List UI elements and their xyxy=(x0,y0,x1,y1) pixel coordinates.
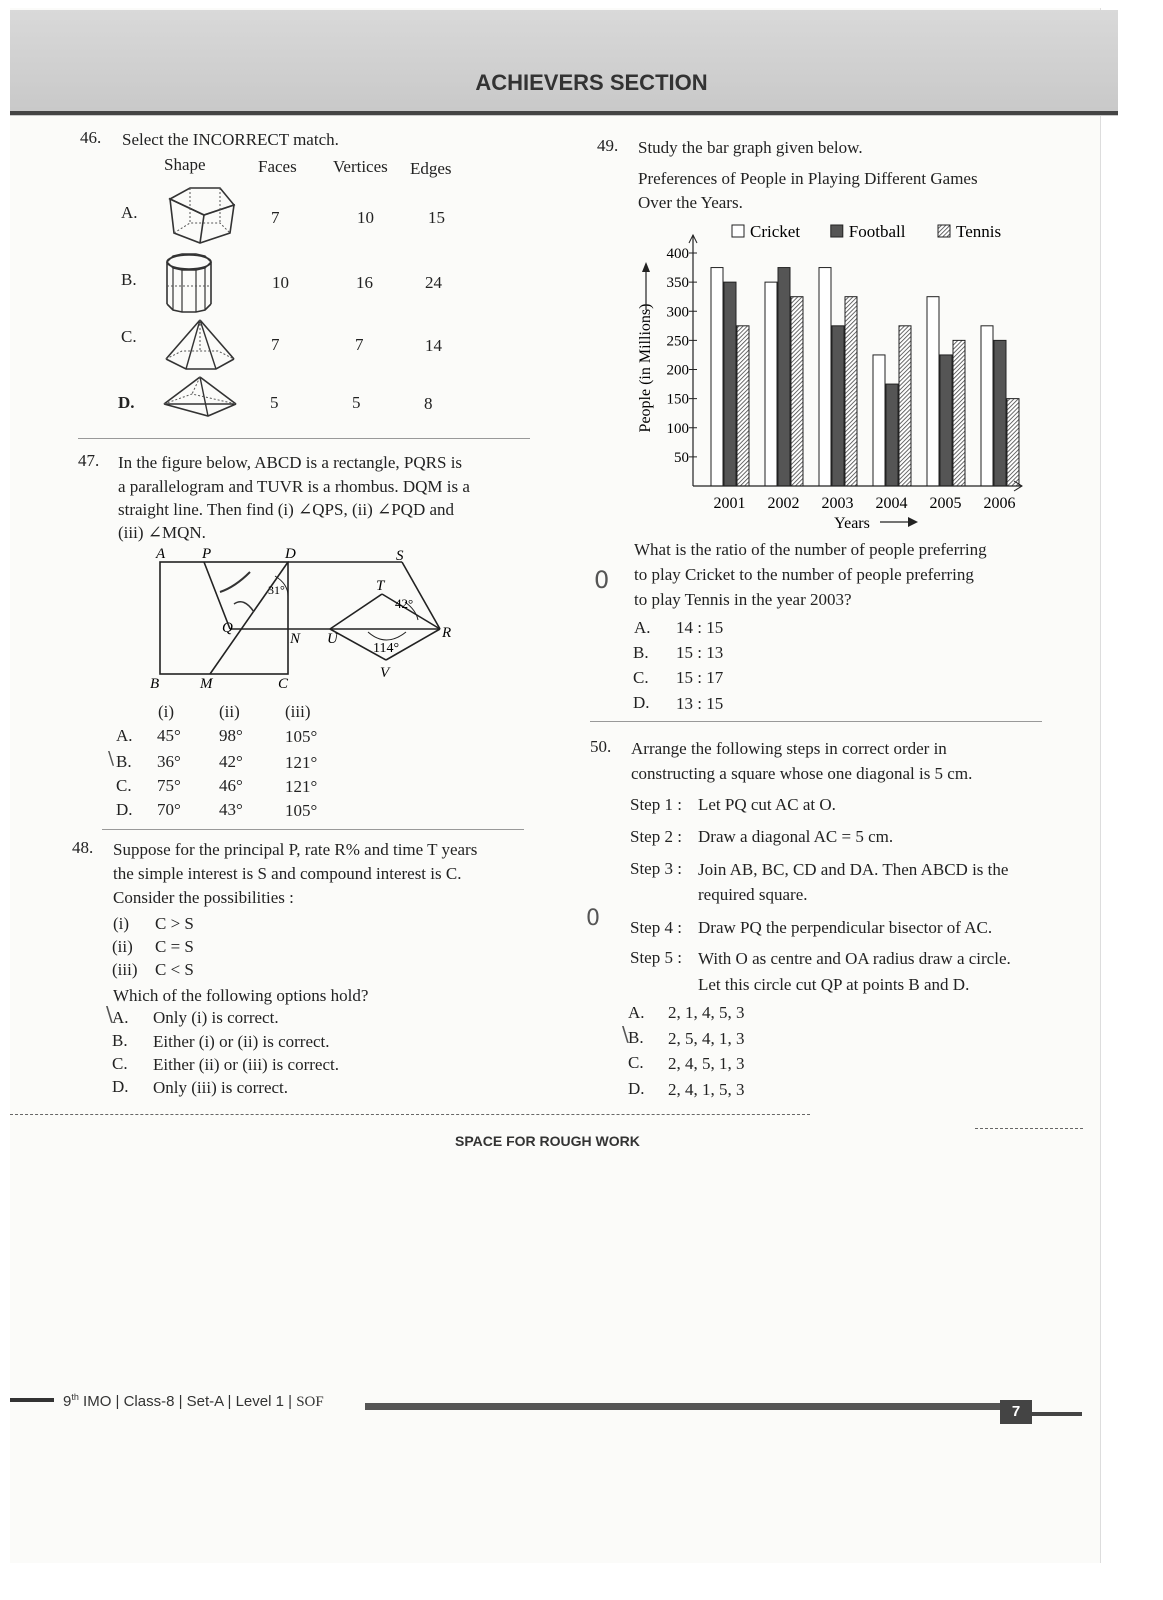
q50-step-5-text-1: With O as centre and OA radius draw a circle. xyxy=(698,949,1011,968)
q46-row-d-edges: 8 xyxy=(424,394,433,413)
q47-option-d-ii: 43° xyxy=(219,800,243,819)
q46-row-b-faces: 10 xyxy=(272,273,289,292)
q46-col-vertices: Vertices xyxy=(333,157,388,176)
q48-option-b-label: B. xyxy=(112,1031,128,1050)
q47-option-a-iii: 105° xyxy=(285,727,318,746)
q50-option-b-label: B. xyxy=(628,1028,644,1047)
q46-row-d-label: D. xyxy=(118,393,135,412)
rough-work-dashed-line xyxy=(10,1114,810,1115)
chart-bars-group xyxy=(711,268,1019,486)
q49-question-line-1: What is the ratio of the number of people preferring xyxy=(634,540,987,559)
q46-row-c-label: C. xyxy=(121,327,137,346)
q48-option-d-label: D. xyxy=(112,1077,129,1096)
q47-option-c-iii: 121° xyxy=(285,777,318,796)
chart-title-line-1: Preferences of People in Playing Different Games xyxy=(638,169,978,188)
q50-option-c-label: C. xyxy=(628,1053,644,1072)
q48-option-c-label: C. xyxy=(112,1054,128,1073)
q47-line-3: straight line. Then find (i) ∠QPS, (ii) ∠PQD and xyxy=(118,500,455,519)
x-tick-label-2003: 2003 xyxy=(821,495,854,512)
q49-question-line-3: to play Tennis in the year 2003? xyxy=(634,590,852,609)
q50-option-a-label: A. xyxy=(628,1003,645,1022)
q46-row-c-vertices: 7 xyxy=(355,335,364,354)
bar-cricket-2005 xyxy=(927,297,939,486)
q46-text: Select the INCORRECT match. xyxy=(122,130,339,149)
q48-line-3: Consider the possibilities : xyxy=(113,888,294,907)
q47-option-a-label: A. xyxy=(116,726,133,745)
q46-row-d-vertices: 5 xyxy=(352,393,361,412)
q50-line-1: Arrange the following steps in correct order in xyxy=(631,739,947,758)
fig-label-b: B xyxy=(150,676,160,692)
fig-label-c: C xyxy=(278,676,289,692)
x-tick-label-2005: 2005 xyxy=(929,495,962,512)
page-number: 7 xyxy=(1000,1400,1032,1424)
bar-football-2003 xyxy=(832,326,844,486)
footer-exam-number: 9 xyxy=(63,1393,72,1410)
q49-option-d-text: 13 : 15 xyxy=(676,694,724,713)
bar-tennis-2004 xyxy=(899,326,911,486)
q47-col-i: (i) xyxy=(158,702,175,721)
q50-step-3-label: Step 3 : xyxy=(630,859,682,878)
separator-q49 xyxy=(590,721,1042,722)
q47-number: 47. xyxy=(78,451,100,470)
pencil-tick-q50: \ xyxy=(622,1022,629,1046)
y-axis-label: People (in Millions) xyxy=(637,303,654,433)
bar-cricket-2004 xyxy=(873,355,885,486)
legend-swatch-tennis xyxy=(938,225,950,237)
bar-cricket-2002 xyxy=(765,282,777,486)
bar-cricket-2003 xyxy=(819,268,831,486)
q46-row-a-edges: 15 xyxy=(428,208,445,227)
q47-option-a-i: 45° xyxy=(157,726,181,745)
x-tick-label-2001: 2001 xyxy=(713,495,746,512)
x-tick-label-2006: 2006 xyxy=(983,495,1016,512)
q47-option-d-label: D. xyxy=(116,800,133,819)
q46-row-b-vertices: 16 xyxy=(356,273,373,292)
bar-tennis-2003 xyxy=(845,297,857,486)
q49-text: Study the bar graph given below. xyxy=(638,138,863,157)
q50-step-2-label: Step 2 : xyxy=(630,827,682,846)
q47-line-1: In the figure below, ABCD is a rectangle, PQRS is xyxy=(118,453,463,472)
q48-line-2: the simple interest is S and compound interest is C. xyxy=(113,864,462,883)
footer-rule-right xyxy=(1032,1412,1082,1416)
q50-step-4-label: Step 4 : xyxy=(630,918,682,937)
legend-label-football: Football xyxy=(848,222,906,241)
q47-option-b-iii: 121° xyxy=(285,753,318,772)
q47-option-c-i: 75° xyxy=(157,776,181,795)
q47-option-d-i: 70° xyxy=(157,800,181,819)
q46-row-a-label: A. xyxy=(121,203,138,222)
q48-option-b-text: Either (i) or (ii) is correct. xyxy=(153,1032,330,1051)
q47-option-c-label: C. xyxy=(116,776,132,795)
fig-label-a: A xyxy=(156,546,166,562)
q50-step-2-text: Draw a diagonal AC = 5 cm. xyxy=(698,827,894,846)
x-axis-label: Years xyxy=(834,515,870,532)
y-tick-label-100: 100 xyxy=(666,420,689,437)
section-title: ACHIEVERS SECTION xyxy=(475,70,708,95)
q48-possibility-3-label: (iii) xyxy=(112,960,138,979)
legend-swatch-cricket xyxy=(732,225,744,237)
q48-possibility-2-label: (ii) xyxy=(112,937,133,956)
bar-tennis-2002 xyxy=(791,297,803,486)
legend-label-cricket: Cricket xyxy=(750,222,801,241)
q50-option-b-text: 2, 5, 4, 1, 3 xyxy=(668,1029,745,1048)
q46-row-d-faces: 5 xyxy=(270,393,279,412)
header-band xyxy=(10,10,1118,116)
q47-option-a-ii: 98° xyxy=(219,726,243,745)
fig-label-d: D xyxy=(285,546,296,562)
y-tick-label-200: 200 xyxy=(666,362,689,379)
q50-option-c-text: 2, 4, 5, 1, 3 xyxy=(668,1054,745,1073)
sof-logo: SOF xyxy=(296,1394,324,1410)
q49-option-d-label: D. xyxy=(633,693,650,712)
fig-label-r: R xyxy=(442,625,452,641)
q47-option-b-ii: 42° xyxy=(219,752,243,771)
q49-number: 49. xyxy=(597,136,619,155)
fig-label-n: N xyxy=(290,631,301,647)
header-rule xyxy=(10,111,1118,115)
q48-possibility-2-text: C = S xyxy=(155,937,194,956)
q49-option-a-label: A. xyxy=(634,618,651,637)
q49-option-a-text: 14 : 15 xyxy=(676,618,724,637)
y-tick-label-50: 50 xyxy=(674,449,689,466)
fig-label-q: Q xyxy=(222,620,233,636)
y-tick-label-400: 400 xyxy=(666,246,689,262)
q49-option-b-label: B. xyxy=(633,643,649,662)
y-label-arrow-head xyxy=(642,262,650,272)
q48-option-c-text: Either (ii) or (iii) is correct. xyxy=(153,1055,339,1074)
q48-possibility-1-text: C > S xyxy=(155,914,194,933)
q50-step-5-text-2: Let this circle cut QP at points B and D. xyxy=(698,975,970,994)
q47-option-c-ii: 46° xyxy=(219,776,243,795)
q50-step-1-label: Step 1 : xyxy=(630,795,682,814)
pencil-tick-q48: \ xyxy=(106,1002,113,1026)
q50-option-a-text: 2, 1, 4, 5, 3 xyxy=(668,1003,745,1022)
bar-football-2006 xyxy=(994,340,1006,486)
q50-step-3-text-1: Join AB, BC, CD and DA. Then ABCD is the xyxy=(698,860,1009,879)
fig-label-m: M xyxy=(200,676,213,692)
footer-exam-info xyxy=(63,1392,324,1411)
fig-label-s: S xyxy=(396,548,404,564)
legend-swatch-football xyxy=(831,225,843,237)
y-tick-label-300: 300 xyxy=(666,304,689,321)
pencil-mark-q50: 0 xyxy=(586,906,600,931)
fig-angle-114: 114° xyxy=(373,641,400,656)
q50-option-d-label: D. xyxy=(628,1079,645,1098)
q46-row-b-edges: 24 xyxy=(425,273,442,292)
fig-angle-31: 31° xyxy=(268,583,285,597)
chart-title-line-2: Over the Years. xyxy=(638,193,743,212)
bar-football-2005 xyxy=(940,355,952,486)
q48-possibility-3-text: C < S xyxy=(155,960,194,979)
q50-step-5-label: Step 5 : xyxy=(630,948,682,967)
separator-q46 xyxy=(78,438,530,439)
bar-chart xyxy=(630,218,1050,536)
q48-number: 48. xyxy=(72,838,94,857)
q46-row-c-faces: 7 xyxy=(271,335,280,354)
q49-option-b-text: 15 : 13 xyxy=(676,643,724,662)
q48-option-a-label: A. xyxy=(112,1008,129,1027)
footer-exam-text: IMO | Class-8 | Set-A | Level 1 | xyxy=(78,1393,297,1410)
q48-possibility-1-label: (i) xyxy=(113,914,130,933)
fig-label-v: V xyxy=(380,665,390,681)
q46-row-c-edges: 14 xyxy=(425,336,442,355)
q47-option-b-label: B. xyxy=(116,752,132,771)
q48-option-a-text: Only (i) is correct. xyxy=(153,1008,279,1027)
bar-cricket-2006 xyxy=(981,326,993,486)
q46-row-a-vertices: 10 xyxy=(357,208,374,227)
q48-prompt: Which of the following options hold? xyxy=(113,986,369,1005)
bar-football-2001 xyxy=(724,282,736,486)
q50-option-d-text: 2, 4, 1, 5, 3 xyxy=(668,1080,745,1099)
q47-col-ii: (ii) xyxy=(219,702,240,721)
q49-option-c-label: C. xyxy=(633,668,649,687)
bar-tennis-2006 xyxy=(1007,399,1019,486)
y-tick-label-350: 350 xyxy=(666,275,689,292)
q47-line-2: a parallelogram and TUVR is a rhombus. DQM is a xyxy=(118,477,470,496)
y-tick-label-150: 150 xyxy=(666,391,689,408)
q50-step-4-text: Draw PQ the perpendicular bisector of AC. xyxy=(698,918,993,937)
fig-label-p: P xyxy=(202,546,212,562)
pentagonal-prism-figure xyxy=(160,183,242,249)
rough-work-dashed-line-right xyxy=(975,1128,1083,1129)
q47-option-d-iii: 105° xyxy=(285,801,318,820)
bar-cricket-2001 xyxy=(711,268,723,486)
geometry-figure xyxy=(150,542,470,692)
separator-q47 xyxy=(102,829,524,830)
q46-col-faces: Faces xyxy=(258,157,297,176)
hexagonal-pyramid-figure xyxy=(160,317,240,373)
q46-number: 46. xyxy=(80,128,102,147)
pencil-tick-q47: \ xyxy=(108,748,115,769)
q46-col-shape: Shape xyxy=(164,155,206,174)
square-pyramid-figure xyxy=(160,374,240,420)
q48-line-1: Suppose for the principal P, rate R% and time T years xyxy=(113,840,478,859)
q50-line-2: constructing a square whose one diagonal is 5 cm. xyxy=(631,764,973,783)
q49-option-c-text: 15 : 17 xyxy=(676,668,724,687)
q50-step-1-text: Let PQ cut AC at O. xyxy=(698,795,836,814)
q46-row-b-label: B. xyxy=(121,270,137,289)
footer-rule xyxy=(365,1403,1000,1410)
legend-label-tennis: Tennis xyxy=(956,222,1002,241)
bar-tennis-2005 xyxy=(953,340,965,486)
y-tick-label-250: 250 xyxy=(666,333,689,350)
q47-option-b-i: 36° xyxy=(157,752,181,771)
q47-line-4: (iii) ∠MQN. xyxy=(118,523,206,542)
pencil-mark-q49: 0 xyxy=(594,566,610,594)
footer-rule-left xyxy=(10,1398,54,1402)
fig-label-t: T xyxy=(376,578,385,594)
bar-tennis-2001 xyxy=(737,326,749,486)
x-label-arrow-head xyxy=(908,517,918,527)
octagonal-prism-figure xyxy=(162,252,218,314)
q48-option-d-text: Only (iii) is correct. xyxy=(153,1078,289,1097)
q47-col-iii: (iii) xyxy=(285,702,311,721)
bar-football-2002 xyxy=(778,268,790,486)
rough-work-label: SPACE FOR ROUGH WORK xyxy=(455,1133,640,1149)
q46-col-edges: Edges xyxy=(410,159,452,178)
q46-row-a-faces: 7 xyxy=(271,208,280,227)
x-tick-label-2002: 2002 xyxy=(767,495,800,512)
q49-question-line-2: to play Cricket to the number of people preferring xyxy=(634,565,974,584)
q50-number: 50. xyxy=(590,737,612,756)
footer-exam-sup: th xyxy=(71,1392,79,1402)
fig-angle-42: 42° xyxy=(395,596,414,611)
x-tick-label-2004: 2004 xyxy=(875,495,908,512)
bar-football-2004 xyxy=(886,384,898,486)
fig-label-u: U xyxy=(327,631,338,647)
q50-step-3-text-2: required square. xyxy=(698,885,808,904)
